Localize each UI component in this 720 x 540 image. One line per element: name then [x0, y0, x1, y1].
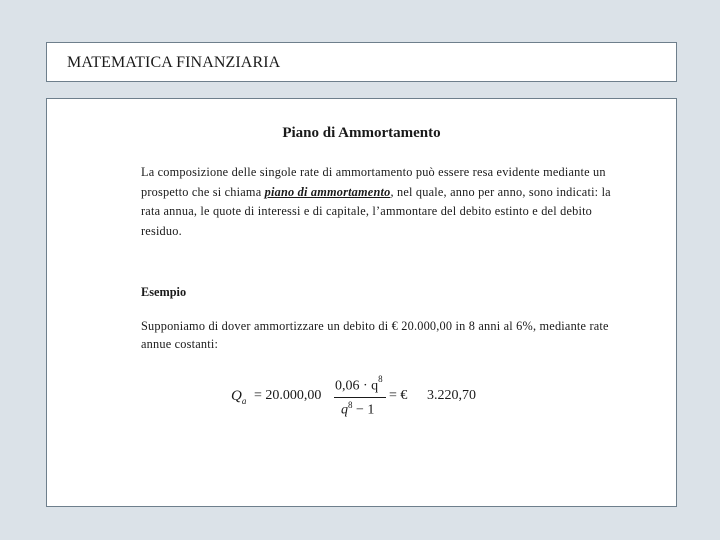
page-title: Piano di Ammortamento: [282, 125, 441, 141]
intro-text-before: La composizione delle singole rate di ammortamento può essere resa evidente mediante un prospetto che si chiama: [141, 165, 606, 199]
example-paragraph: Supponiamo di dover ammortizzare un debito di € 20.000,00 in 8 anni al 6%, mediante rate annue costanti:: [141, 319, 609, 351]
formula-lhs: $Q_a$: [231, 388, 247, 406]
formula-principal: = 20.000,00: [254, 388, 322, 403]
header-title: MATEMATICA FINANZIARIA: [67, 54, 281, 71]
intro-text-after: , nel quale, anno per anno, sono indicati: la rata annua, le quote di interessi e di capitale, l’ammontare del debito estinto e del debito residuo.: [141, 184, 611, 238]
header-bar: [46, 42, 677, 82]
formula-denominator: $q^8 - 1$: [341, 400, 375, 418]
formula-result: 3.220,70: [427, 388, 476, 403]
intro-emphasis: piano di ammortamento: [264, 184, 391, 199]
example-heading: Esempio: [141, 285, 187, 299]
intro-paragraph: [141, 163, 611, 241]
fraction-bar: [334, 397, 386, 398]
formula: [231, 369, 501, 429]
content-panel: [46, 98, 677, 507]
formula-equals-euro: = €: [389, 388, 408, 403]
formula-numerator: $0,06 \cdot q^8$: [335, 374, 383, 394]
